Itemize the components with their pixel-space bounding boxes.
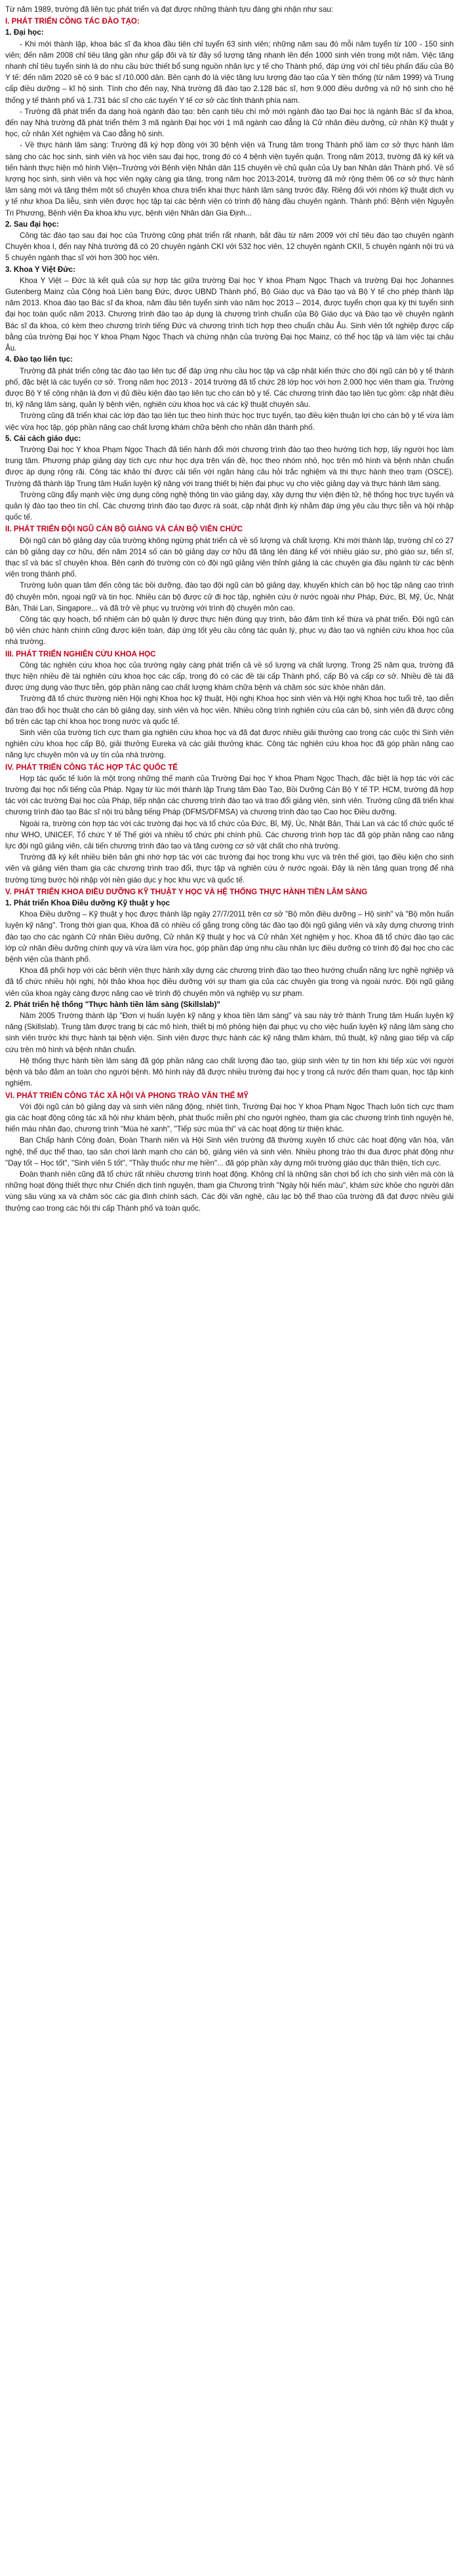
subheading-postgraduate: 2. Sau đại học: [5, 219, 59, 229]
paragraph: Trường đã phát triển công tác đào tạo liên tục để đáp ứng nhu cầu học tập và cập nhật kiến thức cho đội ngũ cán bộ y tế thành phố, đặc biệt là các tuyến cơ sở. Trong năm học 2013 - 2014 trường đã tổ chức 28 lớp học với hơn 2.000 học viên tham gia. Trường được Bộ Y tế công nhận là đơn vị đủ điều kiện đào tạo liên tục cho cán bộ y tế. Các chương trình đào tạo liên tục gồm: cập nhật điều trị, kỹ năng lâm sàng, quản lý bệnh viện, nghiên cứu khoa học và các kỹ thuật chuyên sâu. [5, 366, 454, 409]
paragraph: Trường đã tổ chức thường niên Hội nghị Khoa học kỹ thuật, Hội nghị Khoa học sinh viên và Hội nghị Khoa học tuổi trẻ, tạo diễn đàn trao đổi học thuật cho cán bộ giảng dạy, sinh viên và học viên. Nhiều công trình nghiên cứu của cán bộ, sinh viên đã được công bố trên các tạp chí khoa học trong nước và quốc tế. [5, 694, 454, 726]
section-heading-training: I. PHÁT TRIỂN CÔNG TÁC ĐÀO TẠO: [5, 17, 140, 26]
paragraph: Công tác đào tạo sau đại học của Trường cũng phát triển rất nhanh, bắt đầu từ năm 2009 với chỉ tiêu đào tạo chuyên ngành Chuyên khoa I, đến nay Nhà trường đã có 20 chuyên ngành CKI với 532 học viên, 12 chuyên ngành CKII, 5 chuyên ngành nội trú và 5 chuyên ngành thạc sĩ với hơn 300 học viên. [5, 231, 454, 263]
subheading-nursing-faculty: 1. Phát triển Khoa Điều dưỡng Kỹ thuật y học [5, 899, 170, 908]
paragraph: - Khi mới thành lập, khoa bác sĩ đa khoa đầu tiên chỉ tuyển 63 sinh viên; những năm sau đó mỗi năm tuyển từ 100 - 150 sinh viên; đến năm 2008 chỉ tiêu tăng gần như gấp đôi và từ đây số lượng tăng nhanh lên đến 1000 sinh viên trong một năm. Việc tăng nhanh chỉ tiêu tuyển sinh là do nhu cầu bức thiết bổ sung nguồn nhân lực y tế cho Thành phố, đáp ứng với chỉ tiêu phấn đấu của Bộ Y tế: đến năm 2020 sẽ có 9 bác sĩ /10.000 dân. Bên cạnh đó là việc tăng lưu lượng đào tạo của Y tiền thống (từ năm 1999) và Trung cấp điều dưỡng – kĩ hộ sinh. Tính cho đến nay, Nhà trường đã đào tạo 2.128 bác sĩ, hơn 9.000 điều dưỡng và nữ hộ sinh cho hệ thống y tế thành phố và 1.731 bác sĩ cho các tuyến Y tế cơ sở các tỉnh thành phía nam. [5, 39, 454, 105]
paragraph: Công tác quy hoạch, bổ nhiệm cán bộ quản lý được thực hiện đúng quy trình, bảo đảm tính kế thừa và phát triển. Đội ngũ cán bộ viên chức hành chính cũng được kiện toàn, đáp ứng tốt yêu cầu công tác quản lý, phục vụ đào tạo và nghiên cứu khoa học của nhà trường. [5, 615, 454, 647]
paragraph: Đoàn thanh niên cũng đã tổ chức rất nhiều chương trình hoạt động. Không chỉ là những sân chơi bổ ích cho sinh viên mà còn là những hoạt động thiết thực như Chiến dịch tình nguyện, tham gia Chương trình "Ngày hội hiến máu", khám sức khỏe cho người dân vùng sâu vùng xa và chăm sóc các gia đình chính sách. Các đội văn nghệ, câu lạc bộ thể thao của trường đã đạt được nhiều giải thưởng cao trong các hội thi cấp Thành phố và toàn quốc. [5, 1169, 454, 1213]
section-heading-staff: II. PHÁT TRIỂN ĐỘI NGŨ CÁN BỘ GIẢNG VÀ CÁN BỘ VIÊN CHỨC [5, 525, 243, 534]
paragraph: Năm 2005 Trường thành lập "Đơn vị huấn luyện kỹ năng y khoa tiền lâm sàng" và sau này trở thành Trung tâm Huấn luyện kỹ năng (Skillslab). Trung tâm được trang bị các mô hình, thiết bị mô phỏng hiện đại phục vụ cho việc huấn luyện kỹ năng lâm sàng cho sinh viên trước khi thực hành tại bệnh viện. Sinh viên được thực hành các kỹ năng thăm khám, thủ thuật, kỹ năng giao tiếp và cấp cứu trên mô hình và bệnh nhân chuẩn. [5, 1012, 454, 1054]
paragraph: Hệ thống thực hành tiền lâm sàng đã góp phần nâng cao chất lượng đào tạo, giúp sinh viên tự tin hơn khi tiếp xúc với người bệnh và bảo đảm an toàn cho người bệnh. Mô hình này đã được nhiều trường đại học y trong cả nước đến tham quan, học tập kinh nghiệm. [5, 1056, 454, 1088]
subheading-skillslab: 2. Phát triển hệ thống "Thực hành tiền lâm sàng (Skillslab)" [5, 1000, 220, 1009]
subheading-education-reform: 5. Cải cách giáo dục: [5, 434, 81, 443]
paragraph: Với đội ngũ cán bộ giảng dạy và sinh viên năng động, nhiệt tình, Trường Đại học Y khoa Phạm Ngọc Thạch luôn tích cực tham gia các hoạt động công tác xã hội như khám bệnh, phát thuốc miễn phí cho người nghèo, tham gia các chương trình tình nguyện hè, hiến máu nhân đạo, chương trình "Mùa hè xanh", "Tiếp sức mùa thi" và các hoạt động từ thiện khác. [5, 1102, 454, 1134]
paragraph: Khoa đã phối hợp với các bệnh viện thực hành xây dựng các chương trình đào tạo theo hướng chuẩn năng lực nghề nghiệp và đã tổ chức nhiều hội nghị, hội thảo khoa học điều dưỡng với sự tham gia của các chuyên gia trong và ngoài nước. Đội ngũ giảng viên của khoa ngày càng được nâng cao về trình độ chuyên môn và nghiệp vụ sư phạm. [5, 966, 454, 998]
paragraph: Trường đã ký kết nhiều biên bản ghi nhớ hợp tác với các trường đại học trong khu vực và trên thế giới, tạo điều kiện cho sinh viên và giảng viên tham gia các chương trình trao đổi, thực tập và nghiên cứu ở nước ngoài. Đây là nền tảng quan trọng để nhà trường từng bước hội nhập với nền giáo dục y học khu vực và quốc tế. [5, 853, 454, 884]
paragraph: Ngoài ra, trường còn hợp tác với các trường đại học và tổ chức của Đức, Bỉ, Mỹ, Úc, Nhật Bản, Thái Lan và các tổ chức quốc tế như WHO, UNICEF, Tổ chức Y tế Thế giới và nhiều tổ chức phi chính phủ. Các chương trình hợp tác đã góp phần nâng cao năng lực đội ngũ giảng viên, cải tiến chương trình đào tạo và tăng cường cơ sở vật chất cho nhà trường. [5, 819, 454, 851]
paragraph: Đội ngũ cán bộ giảng dạy của trường không ngừng phát triển cả về số lượng và chất lượng. Khi mới thành lập, trường chỉ có 27 cán bộ giảng dạy cơ hữu, đến năm 2014 số cán bộ giảng dạy cơ hữu đã tăng lên đáng kể với nhiều giáo sư, phó giáo sư, tiến sĩ, thạc sĩ và bác sĩ chuyên khoa. Bên cạnh đó trường còn có đội ngũ giảng viên thỉnh giảng là các chuyên gia đầu ngành từ các bệnh viện trong thành phố. [5, 536, 454, 579]
subheading-undergraduate: 1. Đại học: [5, 28, 44, 37]
intro-paragraph: Từ năm 1989, trường đã liên tục phát triển và đạt được những thành tựu đáng ghi nhận như sau: [5, 5, 334, 14]
paragraph: Sinh viên của trường tích cực tham gia nghiên cứu khoa học và đã đạt được nhiều giải thưởng cao trong các cuộc thi Sinh viên nghiên cứu khoa học cấp Bộ, giải thưởng Eureka và các giải thưởng khác. Công tác nghiên cứu khoa học đã góp phần nâng cao năng lực chuyên môn và uy tín của nhà trường. [5, 729, 454, 760]
section-heading-social: VI. PHÁT TRIỂN CÔNG TÁC XÃ HỘI VÀ PHONG TRÀO VĂN THỂ MỸ [5, 1091, 249, 1100]
paragraph: Ban Chấp hành Công đoàn, Đoàn Thanh niên và Hội Sinh viên trường đã thường xuyên tổ chức các hoạt động văn hóa, văn nghệ, thể dục thể thao, tạo sân chơi lành mạnh cho cán bộ, giảng viên và sinh viên. Nhiều phong trào thi đua được phát động như "Dạy tốt – Học tốt", "Sinh viên 5 tốt", "Thầy thuốc như mẹ hiền"... đã góp phần xây dựng môi trường giáo dục thân thiện, tích cực. [5, 1136, 454, 1167]
paragraph: - Trường đã phát triển đa dạng hoá ngành đào tạo: bên cạnh tiêu chí mở mới ngành đào tạo Đại học là ngành Bác sĩ đa khoa, đến nay Nhà trường đã phát triển thêm 3 mã ngành Đại học với 1 mã ngành cao đẳng là Cử nhân điều dưỡng, cử nhân Kỹ thuật y học, cử nhân Xét nghiệm và Cao đẳng hộ sinh. [5, 107, 454, 139]
section-heading-research: III. PHÁT TRIỂN NGHIÊN CỨU KHOA HỌC [5, 649, 156, 658]
paragraph: Trường Đại học Y khoa Phạm Ngọc Thạch đã tiến hành đổi mới chương trình đào tạo theo hướng tích hợp, lấy người học làm trung tâm. Phương pháp giảng dạy tích cực như học dựa trên vấn đề, học theo nhóm nhỏ, học trên mô hình và bệnh nhân chuẩn được áp dụng rộng rãi. Công tác khảo thí được cải tiến với ngân hàng câu hỏi trắc nghiệm và thi thực hành theo trạm (OSCE). Trường đã thành lập Trung tâm Huấn luyện kỹ năng với trang thiết bị hiện đại phục vụ cho việc giảng dạy và thực hành lâm sàng. [5, 445, 454, 488]
paragraph: Khoa Điều dưỡng – Kỹ thuật y học được thành lập ngày 27/7/2011 trên cơ sở "Bộ môn điều dưỡng – Hộ sinh" và "Bộ môn huấn luyện kỹ năng". Trong thời gian qua, Khoa đã có nhiều cố gắng trong công tác đào tạo đội ngũ giảng viên và xây dựng chương trình đào tạo cho các ngành Cử nhân Điều dưỡng, Cử nhân Kỹ thuật y học và Cử nhân Xét nghiệm y học. Khoa đã tổ chức đào tạo các lớp cử nhân điều dưỡng chính quy và vừa làm vừa học, góp phần đáp ứng nhu cầu nhân lực điều dưỡng có trình độ đại học cho các bệnh viện của thành phố. [5, 910, 454, 964]
paragraph: Trường cũng đẩy mạnh việc ứng dụng công nghệ thông tin vào giảng dạy, xây dựng thư viện điện tử, hệ thống học trực tuyến và quản lý đào tạo theo tín chỉ. Các chương trình đào tạo được rà soát, cập nhật định kỳ nhằm đáp ứng yêu cầu thực tiễn và hội nhập quốc tế. [5, 490, 454, 522]
paragraph: - Về thực hành lâm sàng: Trường đã ký hợp đồng với 30 bệnh viện và Trung tâm trong Thành phố làm cơ sở thực hành lâm sàng cho các học sinh, sinh viên và học viên sau đại học, trong đó có 4 bệnh viện tuyến quận. Trong năm 2013, trường đã ký kết và tiến hành thực hiện mô hình Viện–Trường với Bệnh viện Nhân dân 115 chuyên về chủ quản của Uy ban Nhân dân Thành phố. Về số lượng học sinh, sinh viên và học viên ngày càng gia tăng, trong năm học 2013-2014, trường đã mở rộng thêm 06 cơ sở thực hành lâm sàng mới và tăng thêm một số chuyên khoa chưa triển khai thực hành lâm sàng trước đây. Riêng đối với nhóm kỹ thuật dịch vụ y tế như khoa Da liễu, sinh viên được học tập tại các bệnh viện có trình độ hàng đầu chuyên ngành. Thành phố: Bệnh viện Nguyễn Tri Phương, Bệnh viện Đa khoa khu vực, bệnh viện Nhân dân Gia Định... [5, 141, 454, 218]
paragraph: Công tác nghiên cứu khoa học của trường ngày càng phát triển cả về số lượng và chất lượng. Trong 25 năm qua, trường đã thực hiện nhiều đề tài nghiên cứu khoa học các cấp, trong đó có các đề tài cấp Thành phố, cấp Bộ và cấp cơ sở. Nhiều đề tài đã được ứng dụng vào thực tiễn, góp phần nâng cao chất lượng khám chữa bệnh và chăm sóc sức khỏe nhân dân. [5, 660, 454, 692]
paragraph: Hợp tác quốc tế luôn là một trong những thế mạnh của Trường Đại học Y khoa Phạm Ngọc Thạch, đặc biệt là hợp tác với các trường đại học nổi tiếng của Pháp. Ngay từ lúc mới thành lập Trung tâm Đào Tạo, Bồi Dưỡng Cán Bộ Y tế TP. HCM, trường đã hợp tác với các trường Đại học của Pháp, tiếp nhận các chương trình đào tạo và trao đổi giảng viên, sinh viên. Trường cũng đã triển khai chương trình đào tạo Bác sĩ nội trú bằng tiếng Pháp (DFMS/DFMSA) và chương trình đào tạo Cao học Điều dưỡng. [5, 774, 454, 817]
section-heading-international: IV. PHÁT TRIỂN CÔNG TÁC HỢP TÁC QUỐC TẾ [5, 763, 178, 772]
section-heading-nursing: V. PHÁT TRIỂN KHOA ĐIỀU DƯỠNG KỸ THUẬT Y HỌC VÀ HỆ THỐNG THỰC HÀNH TIỀN LÂM SÀNG [5, 887, 368, 896]
subheading-continuing-education: 4. Đào tạo liên tục: [5, 355, 73, 364]
subheading-vietnam-germany: 3. Khoa Y Việt Đức: [5, 265, 75, 274]
paragraph: Khoa Y Việt – Đức là kết quả của sự hợp tác giữa trường Đại học Y khoa Phạm Ngọc Thạch và trường Đại học Johannes Gutenberg Mainz của Cộng hoà Liên bang Đức, được UBND Thành phố, Bộ Giáo dục và Đào tạo và Bộ Y tế cho phép thành lập năm 2013. Khoa đào tạo Bác sĩ đa khoa, năm đầu tiên tuyển sinh vào năm học 2013 – 2014, được tuyển chọn qua kỳ thi tuyển sinh đại học toàn quốc năm 2013. Chương trình đào tạo áp dụng là chương trình chuẩn của Bộ Giáo dục và Đào tạo về chuyên ngành Bác sĩ đa khoa, có kèm theo chương trình tiếng Đức và chương trình tích hợp theo chuẩn châu Âu. Sinh viên tốt nghiệp được cấp bằng của trường Đại học Y khoa Phạm Ngọc Thạch và chứng nhận của trường Đại học Mainz, có thể học tập và làm việc tại châu Âu. [5, 276, 454, 353]
paragraph: Trường cũng đã triển khai các lớp đào tạo liên tục theo hình thức học trực tuyến, tạo điều kiện thuận lợi cho cán bộ y tế vừa làm việc vừa học tập, góp phần nâng cao chất lượng khám chữa bệnh cho nhân dân thành phố. [5, 411, 454, 432]
paragraph: Trường luôn quan tâm đến công tác bồi dưỡng, đào tạo đội ngũ cán bộ giảng dạy, khuyến khích cán bộ học tập nâng cao trình độ chuyên môn, ngoại ngữ và tin học. Nhiều cán bộ được cử đi học tập, nghiên cứu ở nước ngoài như Pháp, Đức, Bỉ, Mỹ, Úc, Nhật Bản, Thái Lan, Singapore... và đã trở về phục vụ trường với trình độ chuyên môn cao. [5, 581, 454, 613]
